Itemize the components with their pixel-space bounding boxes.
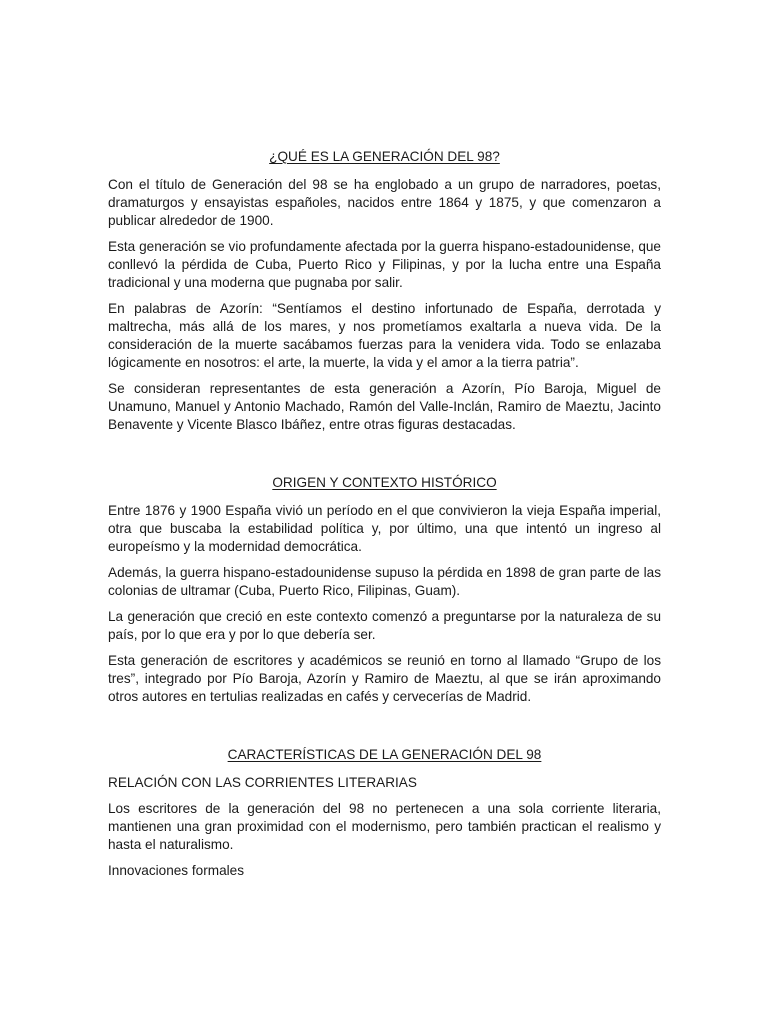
paragraph: Los escritores de la generación del 98 no pertenecen a una sola corriente literaria, mantienen una gran proximidad con el modernismo, pero también practican el realismo y hasta el naturalismo.: [108, 801, 661, 852]
section-title-origen: ORIGEN Y CONTEXTO HISTÓRICO: [272, 475, 497, 490]
paragraph: Entre 1876 y 1900 España vivió un período en el que convivieron la vieja España imperial, otra que buscaba la estabilidad política y, por último, una que intentó un ingreso al europeísmo y la modernidad democrática.: [108, 503, 661, 554]
paragraph: Esta generación de escritores y académicos se reunió en torno al llamado “Grupo de los tres”, integrado por Pío Baroja, Azorín y Ramiro de Maeztu, al que se irán aproximando otros autores en tertulias realizadas en cafés y cervecerías de Madrid.: [108, 653, 661, 704]
paragraph: La generación que creció en este contexto comenzó a preguntarse por la naturaleza de su país, por lo que era y por lo que debería ser.: [108, 609, 661, 642]
paragraph: En palabras de Azorín: “Sentíamos el destino infortunado de España, derrotada y maltrecha, más allá de los mares, y nos prometíamos exaltarla a nueva vida. De la consideración de la muerte sacábamos fuerzas para la venidera vida. Todo se enlazaba lógicamente en nosotros: el arte, la muerte, la vida y el amor a la tierra patria”.: [108, 301, 661, 370]
document-body: [108, 148, 661, 888]
subheading-corrientes: RELACIÓN CON LAS CORRIENTES LITERARIAS: [108, 775, 417, 790]
section-spacer: [108, 714, 661, 746]
section-title-que-es: ¿QUÉ ES LA GENERACIÓN DEL 98?: [269, 149, 500, 164]
paragraph: Se consideran representantes de esta generación a Azorín, Pío Baroja, Miguel de Unamuno, Manuel y Antonio Machado, Ramón del Valle-Inclán, Ramiro de Maeztu, Jacinto Benavente y Vicente Blasco Ibáñez, entre otras figuras destacadas.: [108, 381, 661, 432]
paragraph: Con el título de Generación del 98 se ha englobado a un grupo de narradores, poetas, dramaturgos y ensayistas españoles, nacidos entre 1864 y 1875, y que comenzaron a publicar alrededor de 1900.: [108, 177, 661, 228]
section-spacer: [108, 442, 661, 474]
paragraph: Además, la guerra hispano-estadounidense supuso la pérdida en 1898 de gran parte de las colonias de ultramar (Cuba, Puerto Rico, Filipinas, Guam).: [108, 565, 661, 598]
paragraph: Esta generación se vio profundamente afectada por la guerra hispano-estadounidense, que conllevó la pérdida de Cuba, Puerto Rico y Filipinas, y por la lucha entre una España tradicional y una moderna que pugnaba por salir.: [108, 239, 661, 290]
paragraph-innovaciones: Innovaciones formales: [108, 863, 245, 878]
section-title-caracteristicas: CARACTERÍSTICAS DE LA GENERACIÓN DEL 98: [227, 747, 542, 762]
